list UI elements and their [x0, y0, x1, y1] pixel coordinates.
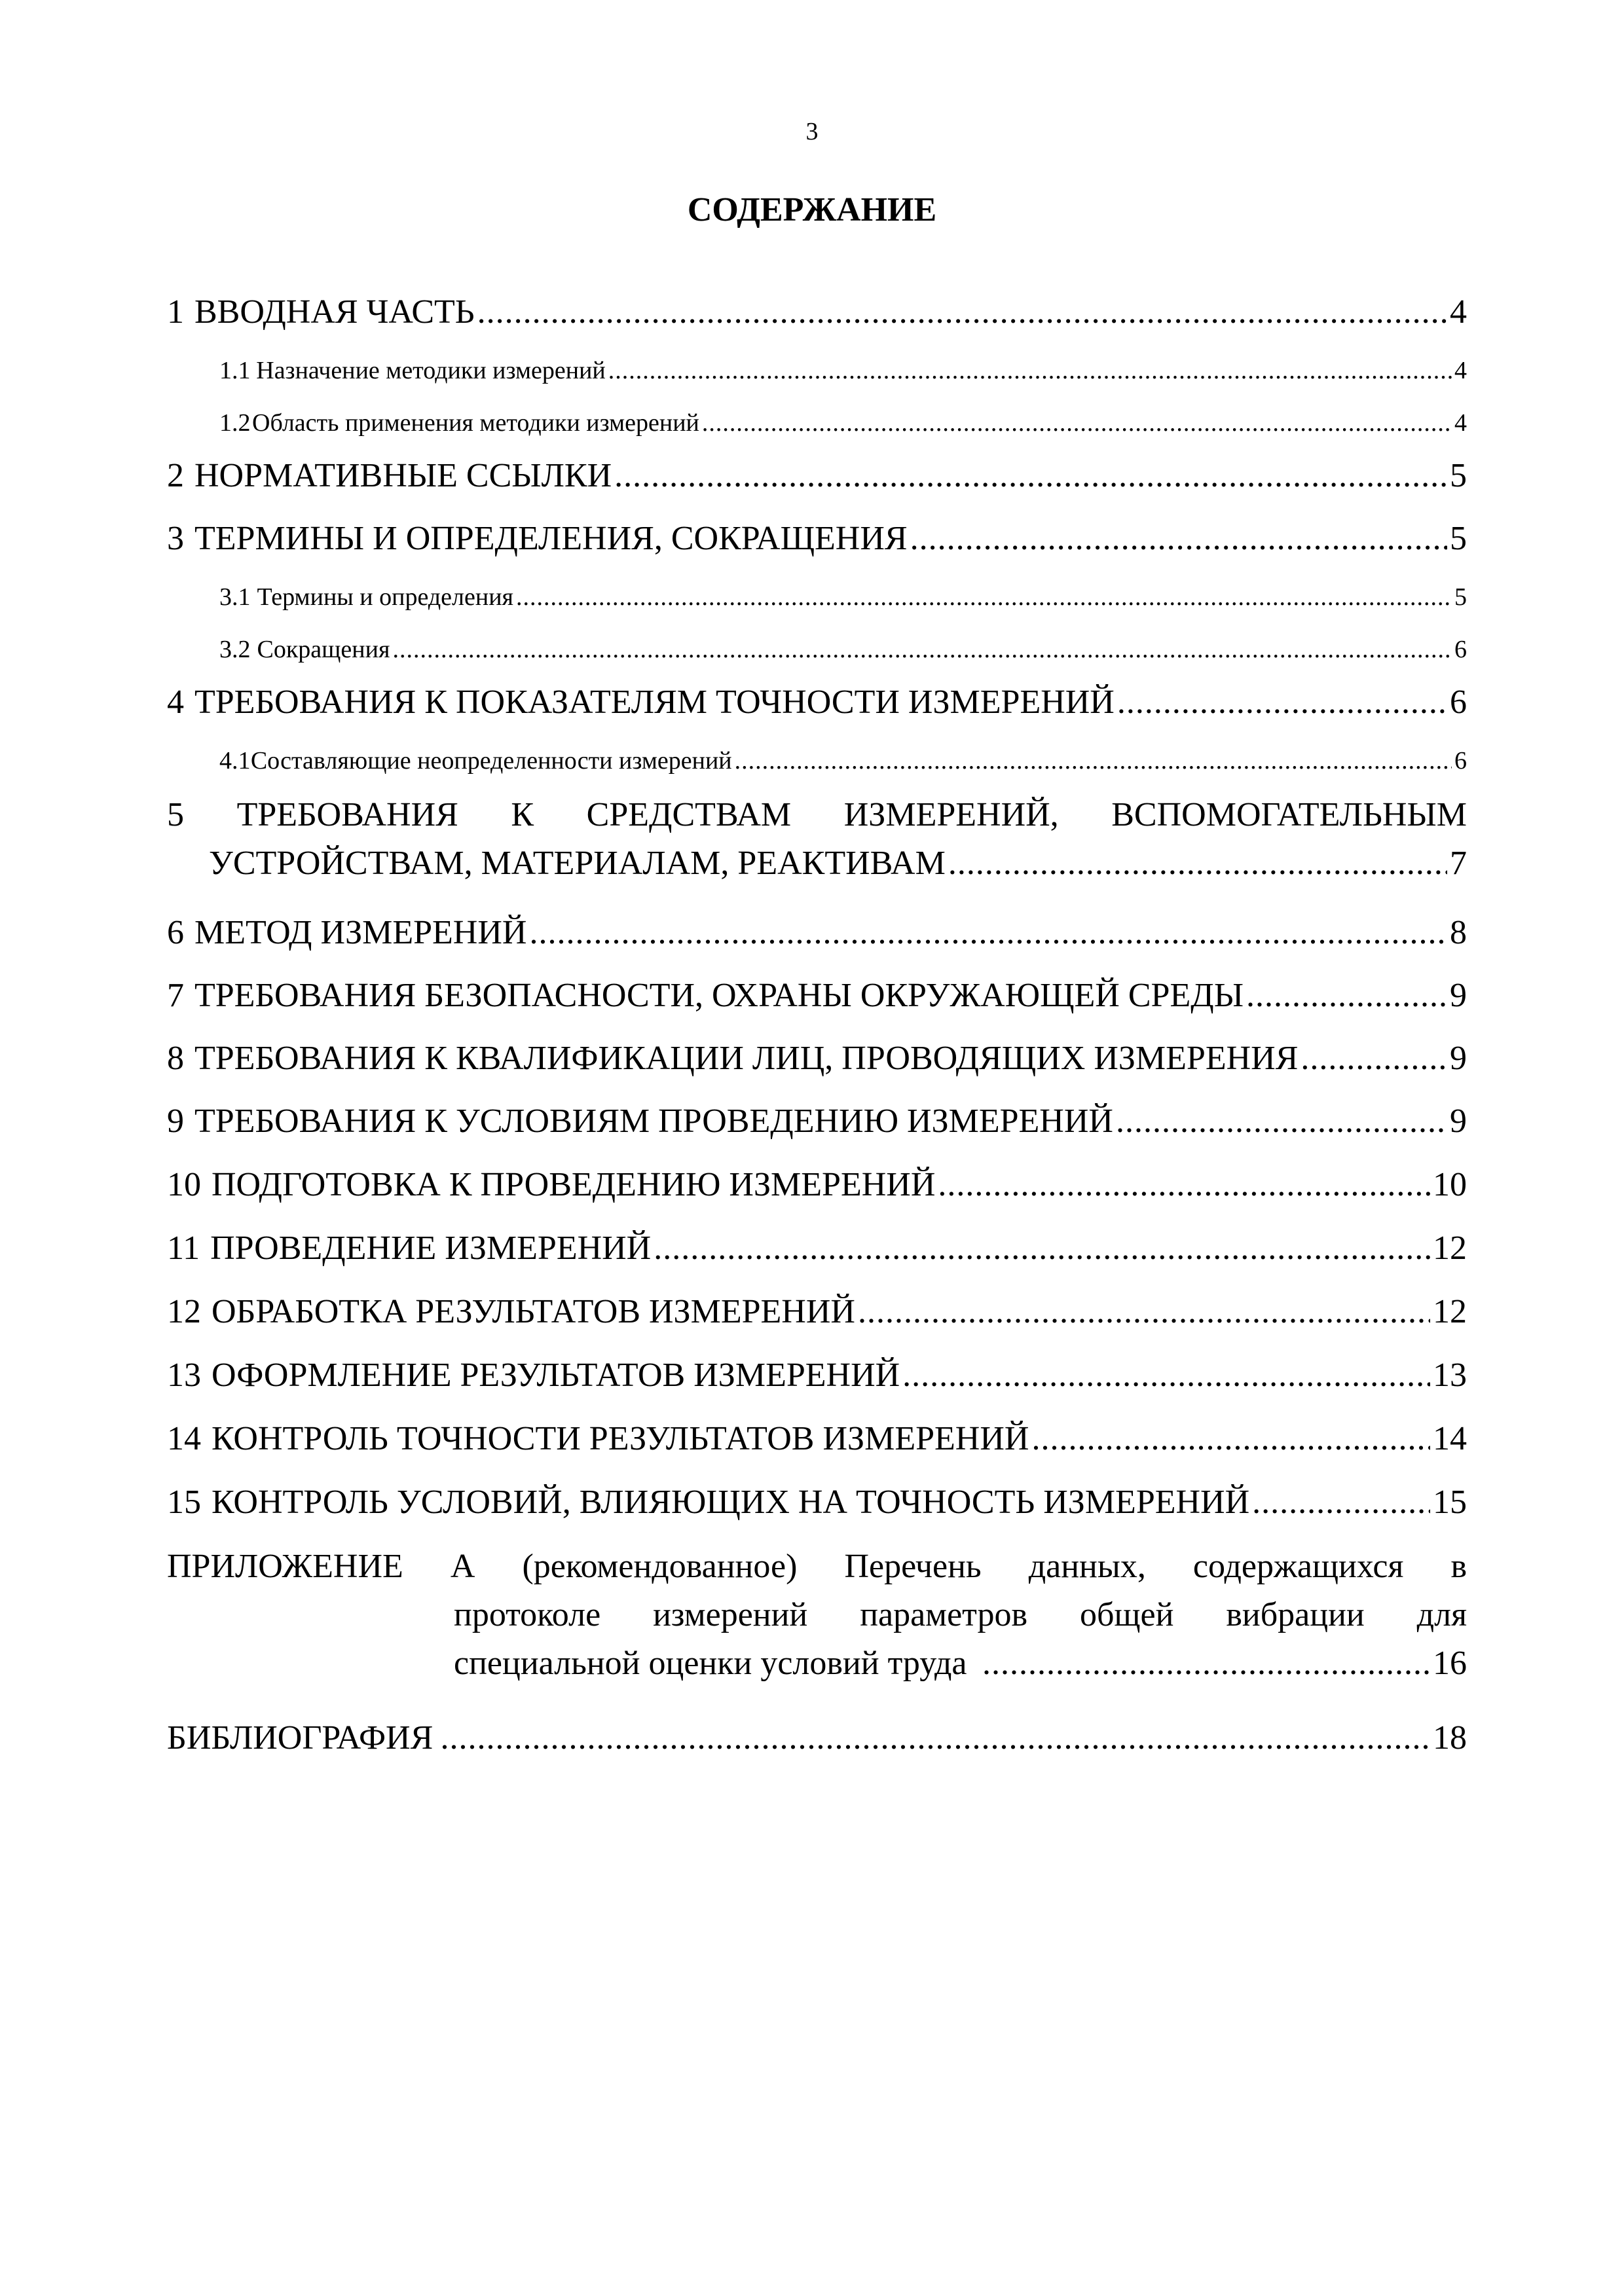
- toc-entry-number: 3: [167, 520, 184, 557]
- dot-leader: [477, 288, 1447, 337]
- toc-entry-8[interactable]: [167, 1034, 1467, 1083]
- toc-entry-text-line-3: [454, 1639, 1467, 1688]
- toc-entry-text: Сокращения: [257, 636, 390, 663]
- dot-leader: [1116, 1097, 1447, 1146]
- dot-leader: [702, 405, 1452, 441]
- toc-entry-12[interactable]: [167, 1288, 1467, 1336]
- toc-entry-number: 3.1: [219, 583, 251, 611]
- dot-leader: [1246, 972, 1447, 1020]
- toc-entry-text: УСТРОЙСТВАМ, МАТЕРИАЛАМ, РЕАКТИВАМ: [209, 845, 946, 882]
- toc-entry-number: 10: [167, 1166, 201, 1203]
- toc-entry-number: 1.1: [219, 357, 251, 384]
- dot-leader: [614, 452, 1447, 500]
- toc-entry-text: ПОДГОТОВКА К ПРОВЕДЕНИЮ ИЗМЕРЕНИЙ: [212, 1166, 936, 1203]
- toc-entry-text: специальной оценки условий труда: [454, 1645, 967, 1682]
- dot-leader: [948, 839, 1447, 888]
- toc-entry-4-1[interactable]: [219, 742, 1467, 779]
- toc-title: СОДЕРЖАНИЕ: [687, 191, 937, 228]
- dot-leader: [910, 515, 1447, 563]
- toc-entry-text: КОНТРОЛЬ УСЛОВИЙ, ВЛИЯЮЩИХ НА ТОЧНОСТЬ ИЗМЕРЕНИЙ: [212, 1484, 1250, 1521]
- toc-entry-13[interactable]: [167, 1351, 1467, 1400]
- toc-entry-text: ТРЕБОВАНИЯ БЕЗОПАСНОСТИ, ОХРАНЫ ОКРУЖАЮЩЕЙ СРЕДЫ: [194, 977, 1244, 1014]
- toc-entry-page: 4: [1454, 409, 1467, 437]
- dot-leader: [938, 1161, 1430, 1209]
- dot-leader: [529, 909, 1447, 957]
- toc-entry-3-1[interactable]: [219, 579, 1467, 615]
- dot-leader: [902, 1351, 1430, 1400]
- toc-entry-page: 8: [1450, 914, 1467, 951]
- dot-leader: [858, 1288, 1430, 1336]
- toc-entry-bibliography[interactable]: [167, 1714, 1467, 1762]
- toc-entry-text: БИБЛИОГРАФИЯ: [167, 1719, 434, 1757]
- toc-entry-2[interactable]: [167, 452, 1467, 500]
- toc-entry-text: КОНТРОЛЬ ТОЧНОСТИ РЕЗУЛЬТАТОВ ИЗМЕРЕНИЙ: [212, 1420, 1029, 1457]
- toc-entry-page: 5: [1450, 520, 1467, 557]
- toc-entry-3-2[interactable]: [219, 631, 1467, 668]
- toc-entry-page: 9: [1450, 1040, 1467, 1077]
- toc-entry-page: 4: [1454, 357, 1467, 384]
- toc-entry-text: Термины и определения: [257, 583, 514, 611]
- toc-entry-text: Область применения методики измерений: [252, 409, 699, 437]
- toc-entry-page: 6: [1450, 683, 1467, 721]
- toc-entry-page: 13: [1433, 1357, 1467, 1394]
- toc-entry-15[interactable]: [167, 1478, 1467, 1527]
- toc-entry-7[interactable]: [167, 972, 1467, 1020]
- toc-entry-text: ТРЕБОВАНИЯ К КВАЛИФИКАЦИИ ЛИЦ, ПРОВОДЯЩИХ ИЗМЕРЕНИЯ: [194, 1040, 1299, 1077]
- toc-entry-text: ПРОВЕДЕНИЕ ИЗМЕРЕНИЙ: [210, 1230, 652, 1267]
- toc-entry-number: 8: [167, 1040, 184, 1077]
- toc-entry-text: Назначение методики измерений: [256, 357, 606, 384]
- toc-entry-text-line-1: ПРИЛОЖЕНИЕ А (рекомендованное) Перечень данных, содержащихся в: [167, 1548, 1467, 1585]
- toc-entry-page: 6: [1454, 636, 1467, 663]
- toc-entry-text: ТЕРМИНЫ И ОПРЕДЕЛЕНИЯ, СОКРАЩЕНИЯ: [194, 520, 908, 557]
- toc-entry-number: 1: [167, 293, 184, 331]
- toc-entry-appendix-a[interactable]: [167, 1542, 1467, 1688]
- toc-entry-text-line-2: протоколе измерений параметров общей вибрации для: [454, 1596, 1467, 1633]
- toc-entry-number: 1.2: [219, 409, 251, 437]
- toc-entry-1-2[interactable]: [219, 405, 1467, 441]
- dot-leader: [735, 742, 1452, 779]
- dot-leader: [1252, 1478, 1430, 1527]
- toc-entry-text: ОФОРМЛЕНИЕ РЕЗУЛЬТАТОВ ИЗМЕРЕНИЙ: [212, 1357, 900, 1394]
- dot-leader: [654, 1224, 1430, 1273]
- toc-entry-11[interactable]: [167, 1224, 1467, 1273]
- toc-entry-5[interactable]: [167, 791, 1467, 888]
- toc-entry-number: 13: [167, 1357, 201, 1394]
- dot-leader: [516, 579, 1452, 615]
- toc-entry-text: НОРМАТИВНЫЕ ССЫЛКИ: [194, 457, 612, 494]
- toc-entry-text: Составляющие неопределенности измерений: [250, 747, 732, 774]
- dot-leader: [1031, 1415, 1430, 1463]
- toc-entry-number: 2: [167, 457, 184, 494]
- toc-entry-10[interactable]: [167, 1161, 1467, 1209]
- toc-entry-number: 3.2: [219, 636, 251, 663]
- dot-leader: [392, 631, 1452, 668]
- toc-entry-14[interactable]: [167, 1415, 1467, 1463]
- dot-leader: [982, 1639, 1430, 1688]
- toc-entry-text-line-1: [167, 791, 1467, 839]
- toc-entry-number: 9: [167, 1102, 184, 1140]
- toc-entry-text: ВВОДНАЯ ЧАСТЬ: [194, 293, 475, 331]
- toc-entry-number: 6: [167, 914, 184, 951]
- toc-entry-number: 14: [167, 1420, 201, 1457]
- toc-entry-number: 12: [167, 1293, 201, 1330]
- toc-entry-page: 16: [1433, 1645, 1467, 1682]
- toc-entry-text: ТРЕБОВАНИЯ К СРЕДСТВАМ ИЗМЕРЕНИЙ, ВСПОМОГАТЕЛЬНЫМ: [236, 796, 1467, 833]
- toc-entry-text-line-2: [167, 839, 1467, 888]
- toc-entry-number: 4.1: [219, 747, 251, 774]
- dot-leader: [608, 352, 1452, 389]
- page-number: 3: [805, 118, 819, 145]
- toc-entry-page: 15: [1433, 1484, 1467, 1521]
- toc-entry-text: ТРЕБОВАНИЯ К УСЛОВИЯМ ПРОВЕДЕНИЮ ИЗМЕРЕНИЙ: [194, 1102, 1113, 1140]
- toc-entry-page: 4: [1450, 293, 1467, 331]
- toc-entry-page: 12: [1433, 1230, 1467, 1267]
- toc-entry-6[interactable]: [167, 909, 1467, 957]
- toc-entry-9[interactable]: [167, 1097, 1467, 1146]
- toc-entry-page: 5: [1454, 583, 1467, 611]
- toc-entry-1-1[interactable]: [219, 352, 1467, 389]
- toc-entry-number: 4: [167, 683, 184, 721]
- toc-entry-page: 14: [1433, 1420, 1467, 1457]
- toc-entry-4[interactable]: [167, 678, 1467, 727]
- toc-entry-text: ТРЕБОВАНИЯ К ПОКАЗАТЕЛЯМ ТОЧНОСТИ ИЗМЕРЕНИЙ: [194, 683, 1115, 721]
- dot-leader: [1117, 678, 1447, 727]
- toc-entry-page: 9: [1450, 1102, 1467, 1140]
- dot-leader: [1301, 1034, 1447, 1083]
- toc-entry-page: 5: [1450, 457, 1467, 494]
- toc-entry-number: 11: [167, 1230, 200, 1267]
- toc-entry-page: 12: [1433, 1293, 1467, 1330]
- toc-entry-1[interactable]: [167, 288, 1467, 337]
- toc-entry-number: 5: [167, 796, 184, 833]
- toc-entry-3[interactable]: [167, 515, 1467, 563]
- toc-entry-page: 10: [1433, 1166, 1467, 1203]
- toc-entry-page: 6: [1454, 747, 1467, 774]
- toc-entry-number: 15: [167, 1484, 201, 1521]
- toc-entry-page: 9: [1450, 977, 1467, 1014]
- toc-entry-page: 7: [1450, 845, 1467, 882]
- toc-entry-number: 7: [167, 977, 184, 1014]
- dot-leader: [440, 1714, 1430, 1762]
- toc-entry-text: МЕТОД ИЗМЕРЕНИЙ: [194, 914, 527, 951]
- toc-entry-page: 18: [1433, 1719, 1467, 1757]
- toc-entry-text: ОБРАБОТКА РЕЗУЛЬТАТОВ ИЗМЕРЕНИЙ: [212, 1293, 855, 1330]
